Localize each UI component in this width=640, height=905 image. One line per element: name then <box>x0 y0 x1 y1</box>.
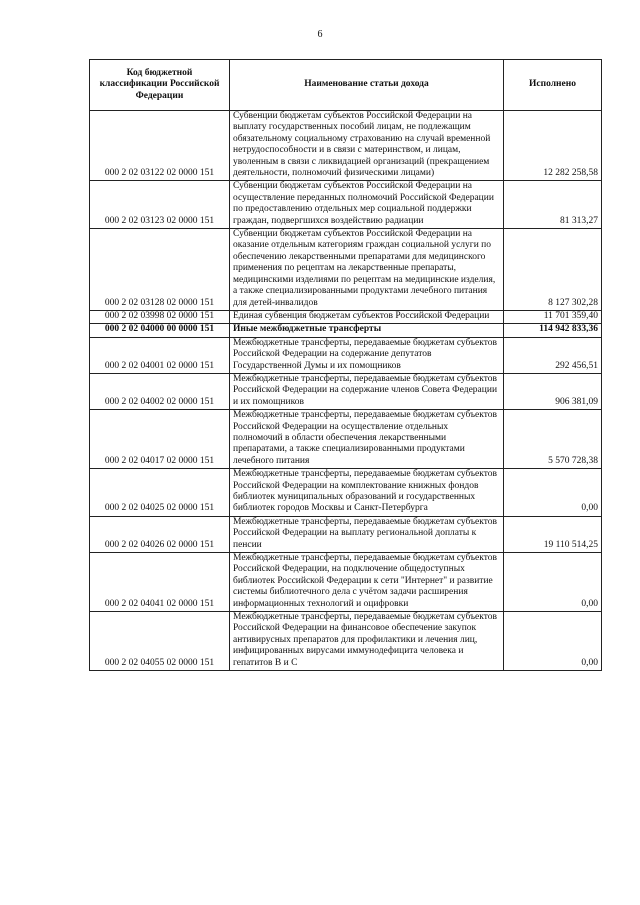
amount-cell: 0,00 <box>504 612 602 671</box>
name-cell: Субвенции бюджетам субъектов Российской Федерации на выплату государственных пособий лицам, не подлежащим обязательному социальному страхованию на случай временной нетрудоспособности и в связи с материнством, и лицам, уволенным в связи с ликвидацией организаций (прекращением деятельности, полномочий физическими лицами) <box>230 111 504 181</box>
amount-cell: 0,00 <box>504 553 602 612</box>
amount-cell: 5 570 728,38 <box>504 410 602 469</box>
table-row <box>90 229 602 311</box>
amount-cell: 114 942 833,36 <box>504 324 602 337</box>
name-cell: Межбюджетные трансферты, передаваемые бюджетам субъектов Российской Федерации на содержание членов Совета Федерации и их помощников <box>230 373 504 409</box>
amount-cell: 0,00 <box>504 469 602 517</box>
name-cell: Межбюджетные трансферты, передаваемые бюджетам субъектов Российской Федерации на финансовое обеспечение закупок антивирусных препаратов для профилактики и лечения лиц, инфицированных вирусами иммунодефицита человека и гепатитов B и C <box>230 612 504 671</box>
code-cell: 000 2 02 03128 02 0000 151 <box>90 229 230 311</box>
amount-cell: 11 701 359,40 <box>504 310 602 323</box>
code-cell: 000 2 02 04025 02 0000 151 <box>90 469 230 517</box>
code-cell: 000 2 02 04000 00 0000 151 <box>90 324 230 337</box>
amount-cell: 19 110 514,25 <box>504 516 602 552</box>
table-row <box>90 324 602 337</box>
header-amount: Исполнено <box>504 60 602 111</box>
name-cell: Межбюджетные трансферты, передаваемые бюджетам субъектов Российской Федерации на содержание депутатов Государственной Думы и их помощников <box>230 337 504 373</box>
code-cell: 000 2 02 04001 02 0000 151 <box>90 337 230 373</box>
table-body <box>90 111 602 671</box>
table-row <box>90 111 602 181</box>
revenue-table <box>89 59 602 671</box>
header-name: Наименование статьи дохода <box>230 60 504 111</box>
table-row <box>90 553 602 612</box>
header-code: Код бюджетной классификации Российской Федерации <box>90 60 230 111</box>
code-cell: 000 2 02 04017 02 0000 151 <box>90 410 230 469</box>
code-cell: 000 2 02 03123 02 0000 151 <box>90 181 230 229</box>
code-cell: 000 2 02 03998 02 0000 151 <box>90 310 230 323</box>
table-row <box>90 310 602 323</box>
code-cell: 000 2 02 04055 02 0000 151 <box>90 612 230 671</box>
name-cell: Межбюджетные трансферты, передаваемые бюджетам субъектов Российской Федерации на выплату региональной доплаты к пенсии <box>230 516 504 552</box>
name-cell: Межбюджетные трансферты, передаваемые бюджетам субъектов Российской Федерации, на подключение общедоступных библиотек Российской Федерации к сети "Интернет" и развитие системы библиотечного дела с учётом задачи расширения информационных технологий и оцифровки <box>230 553 504 612</box>
name-cell: Иные межбюджетные трансферты <box>230 324 504 337</box>
code-cell: 000 2 02 04041 02 0000 151 <box>90 553 230 612</box>
header-row <box>90 60 602 111</box>
table-row <box>90 469 602 517</box>
code-cell: 000 2 02 04002 02 0000 151 <box>90 373 230 409</box>
amount-cell: 12 282 258,58 <box>504 111 602 181</box>
table-row <box>90 373 602 409</box>
name-cell: Субвенции бюджетам субъектов Российской Федерации на осуществление переданных полномочий Российской Федерации по предоставлению отдельных мер социальной поддержки граждан, подвергшихся воздействию радиации <box>230 181 504 229</box>
table-row <box>90 410 602 469</box>
page-number: 6 <box>317 29 323 40</box>
table-row <box>90 612 602 671</box>
table-row <box>90 181 602 229</box>
amount-cell: 8 127 302,28 <box>504 229 602 311</box>
name-cell: Субвенции бюджетам субъектов Российской Федерации на оказание отдельным категориям граждан социальной услуги по обеспечению лекарственными препаратами для медицинского применения по рецептам на лекарственные препараты, медицинскими изделиями по рецептам на медицинские изделия, а также специализированными продуктами лечебного питания для детей-инвалидов <box>230 229 504 311</box>
name-cell: Единая субвенция бюджетам субъектов Российской Федерации <box>230 310 504 323</box>
amount-cell: 906 381,09 <box>504 373 602 409</box>
table-row <box>90 337 602 373</box>
table-row <box>90 516 602 552</box>
table-header <box>90 60 602 111</box>
amount-cell: 292 456,51 <box>504 337 602 373</box>
name-cell: Межбюджетные трансферты, передаваемые бюджетам субъектов Российской Федерации на комплектование книжных фондов библиотек муниципальных образований и государственных библиотек городов Москвы и Санкт-Петербурга <box>230 469 504 517</box>
code-cell: 000 2 02 04026 02 0000 151 <box>90 516 230 552</box>
amount-cell: 81 313,27 <box>504 181 602 229</box>
code-cell: 000 2 02 03122 02 0000 151 <box>90 111 230 181</box>
name-cell: Межбюджетные трансферты, передаваемые бюджетам субъектов Российской Федерации на осуществление отдельных полномочий в области обеспечения лекарственными препаратами, а также специализированными продуктами лечебного питания <box>230 410 504 469</box>
